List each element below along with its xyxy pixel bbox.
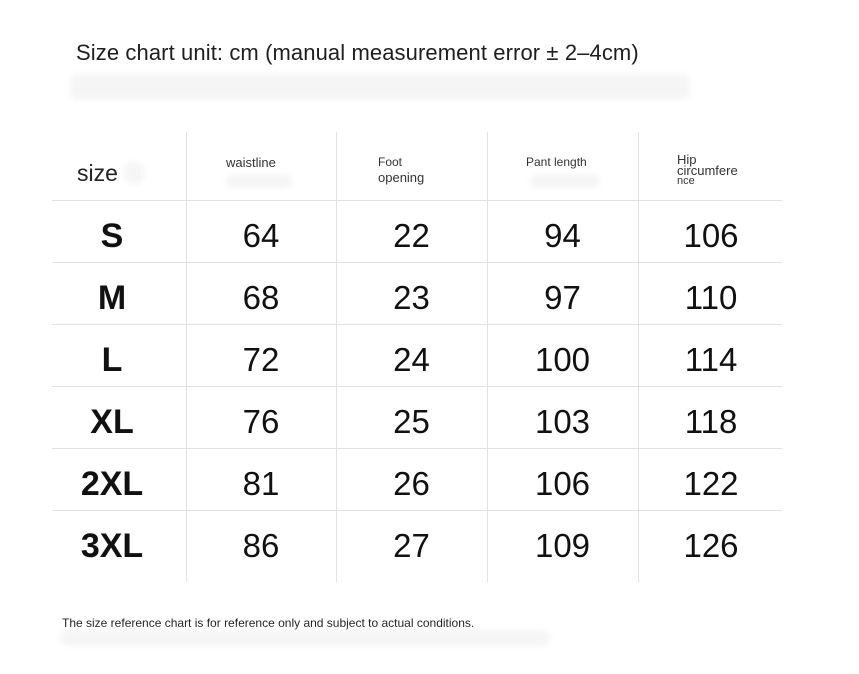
cell-waistline: 86 [242,527,280,564]
footnote: The size reference chart is for reference only and subject to actual conditions. [62,616,475,630]
cell-foot-opening: 22 [393,217,430,254]
cell-size: XL [90,403,134,441]
header-hip-circumference [677,154,738,187]
header-blur [530,174,600,188]
header-hip-line3: nce [677,175,695,187]
cell-pant-length: 97 [544,279,581,316]
header-blur [124,162,144,184]
header-waistline: waistline [226,155,276,170]
table-row [52,267,782,329]
table-row [52,205,782,267]
cell-hip: 118 [684,403,738,440]
header-hip-line2: circumfere [677,163,738,178]
table-row [52,453,782,515]
cell-hip: 126 [683,527,739,564]
cell-size: S [100,217,124,255]
title-blur-overlay [70,74,690,100]
cell-foot-opening: 26 [393,465,430,502]
cell-foot-opening: 23 [393,279,430,316]
cell-hip: 106 [683,217,739,254]
cell-pant-length: 94 [544,217,581,254]
cell-waistline: 76 [242,403,280,440]
cell-foot-opening: 24 [393,341,430,378]
cell-pant-length: 100 [534,341,591,378]
header-foot-opening-line2: opening [378,170,425,185]
table-row [52,391,782,453]
table-row [52,515,782,577]
header-hip-line1: Hip [677,152,697,167]
cell-waistline: 81 [242,465,280,502]
cell-hip: 114 [684,341,738,378]
table-row [52,329,782,391]
cell-size: L [101,341,123,379]
header-blur [226,174,292,188]
size-chart-table [52,132,782,582]
footnote-blur-overlay [60,630,550,646]
cell-size: 2XL [80,465,144,503]
cell-hip: 122 [683,465,739,502]
cell-waistline: 72 [242,341,280,378]
header-size: size [77,160,118,186]
cell-pant-length: 103 [534,403,591,440]
cell-waistline: 68 [242,279,280,316]
header-pant-length: Pant length [526,155,587,169]
cell-size: M [97,279,127,317]
cell-foot-opening: 27 [393,527,430,564]
cell-pant-length: 106 [534,465,591,502]
cell-foot-opening: 25 [393,403,430,440]
grid-line [52,200,782,201]
cell-waistline: 64 [242,217,280,254]
header-foot-opening [378,156,424,184]
cell-pant-length: 109 [534,527,591,564]
size-chart-title: Size chart unit: cm (manual measurement error ± 2–4cm) [76,40,639,65]
cell-size: 3XL [80,527,144,565]
header-foot-opening-line1: Foot [378,155,403,169]
cell-hip: 110 [684,279,738,316]
